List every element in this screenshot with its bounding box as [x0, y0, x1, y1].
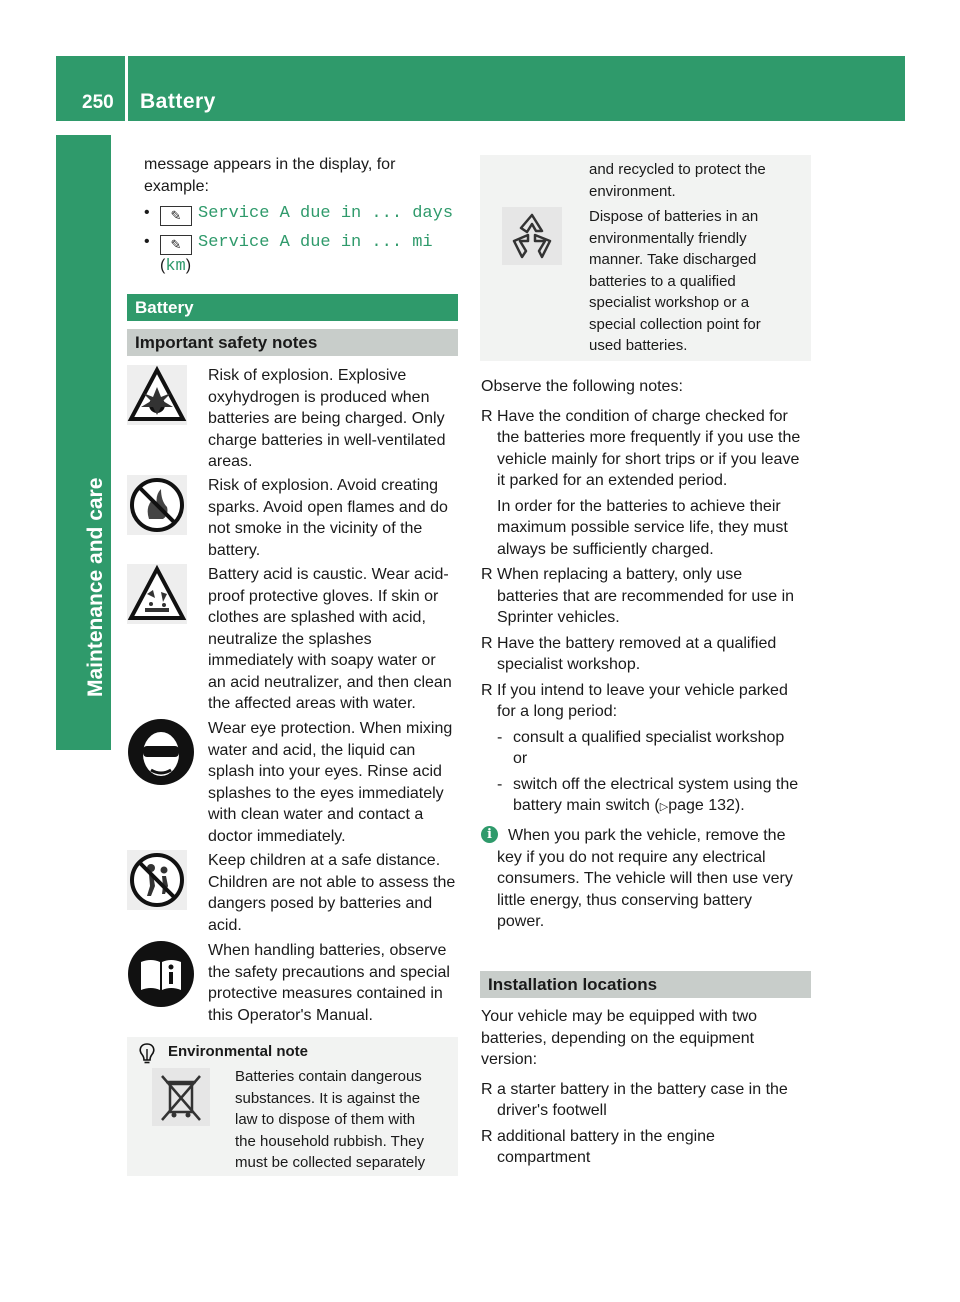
- safety-text: [208, 475, 460, 561]
- text-line: Battery acid is caustic. Wear acid-: [208, 566, 449, 583]
- text-line: When handling batteries, observe: [208, 942, 447, 959]
- text-line: Your vehicle may be equipped with two: [481, 1008, 758, 1025]
- text-line: Batteries contain dangerous: [235, 1068, 422, 1085]
- intro-line: message appears in the display, for: [144, 156, 396, 173]
- text-line: consumers. The vehicle will then use very: [497, 870, 793, 887]
- sub-list-item: [481, 774, 813, 819]
- sub-list-item: [481, 727, 813, 770]
- text-line: When replacing a battery, only use: [497, 566, 743, 583]
- environmental-note-title: Environmental note: [168, 1043, 309, 1060]
- text-line: neutralize the splashes: [208, 630, 372, 648]
- text-line: batteries that are recommended for use in: [497, 587, 795, 605]
- text-line: splashes to the eyes immediately: [208, 784, 444, 802]
- text-line: Dispose of batteries in an: [589, 208, 759, 225]
- text-line: doctor immediately.: [208, 827, 346, 845]
- bullet: R: [481, 1080, 493, 1098]
- unit-paren: (: [160, 257, 166, 274]
- text-line: If you intend to leave your vehicle parked: [497, 681, 788, 699]
- intro-text: [144, 154, 458, 278]
- text-line: driver's footwell: [497, 1102, 607, 1119]
- text-line: the household rubbish. They: [235, 1132, 425, 1150]
- text-line: with clean water and contact a: [208, 806, 424, 823]
- text-line: or: [513, 750, 528, 767]
- notes-list: [481, 376, 813, 819]
- text-line: version:: [481, 1051, 538, 1068]
- text-line: acid.: [208, 916, 242, 934]
- text-line: environmentally friendly: [589, 229, 747, 247]
- display-message-item: [144, 202, 458, 226]
- safety-text: [208, 365, 460, 473]
- explosion-warning-icon: [127, 365, 187, 425]
- list-item: [481, 680, 813, 723]
- text-line: vehicle mainly for short trips or if you leave: [497, 450, 800, 468]
- display-message-item: [144, 231, 458, 278]
- subsection-heading: Important safety notes: [127, 329, 458, 356]
- bullet: R: [481, 634, 493, 652]
- recycle-icon: [502, 207, 562, 265]
- safety-text: [208, 850, 460, 936]
- text-line: the batteries more frequently if you use the: [497, 429, 801, 446]
- unit-alt: km: [165, 257, 186, 276]
- text-line: Risk of explosion. Explosive: [208, 367, 407, 384]
- list-item: [481, 1126, 813, 1169]
- text-line: little energy, thus conserving battery: [497, 891, 752, 909]
- text-line: batteries to a qualified: [589, 272, 736, 290]
- page-reference-link[interactable]: page 132).: [668, 797, 745, 814]
- text-line: charge batteries in well-ventilated: [208, 431, 446, 449]
- text-fragment: battery main switch (: [513, 797, 660, 814]
- text-line: When you park the vehicle, remove the: [508, 827, 786, 844]
- side-tab-label: Maintenance and care: [84, 477, 107, 697]
- dash: -: [497, 728, 503, 746]
- display-message: Service A due in ... days: [198, 204, 454, 223]
- text-line: special collection point for: [589, 315, 761, 333]
- info-icon: i: [481, 826, 498, 843]
- wrench-icon: ✎: [160, 206, 192, 226]
- text-line: an acid neutralizer, and then clean: [208, 673, 452, 691]
- text-line: In order for the batteries to achieve their: [497, 497, 781, 515]
- text-line: the affected areas with water.: [208, 695, 416, 712]
- running-title: Battery: [140, 90, 216, 113]
- text-line: switch off the electrical system using the: [513, 775, 799, 793]
- text-line: splash into your eyes. Rinse acid: [208, 763, 442, 780]
- list-item: [481, 633, 813, 676]
- bullet: R: [481, 566, 493, 583]
- keep-children-away-icon: [127, 850, 187, 910]
- text-line: water and acid, the liquid can: [208, 741, 416, 759]
- text-line: specialist workshop.: [497, 656, 641, 673]
- list-item: [481, 564, 813, 629]
- installation-text: [481, 1006, 813, 1169]
- bullet: R: [481, 681, 493, 699]
- text-line: specialist workshop or a: [589, 294, 750, 311]
- page-reference-arrow-icon: ▷: [659, 801, 669, 813]
- text-line: Have the condition of charge checked for: [497, 407, 788, 425]
- text-line: not smoke in the vicinity of the: [208, 520, 423, 537]
- intro-line: example:: [144, 177, 209, 195]
- text-line: key if you do not require any electrical: [497, 848, 766, 866]
- text-line: maximum possible service life, they must: [497, 519, 788, 536]
- text-line: additional battery in the engine: [497, 1127, 715, 1145]
- bullet: R: [481, 1127, 493, 1145]
- bullet: •: [144, 204, 150, 221]
- no-flames-icon: [127, 475, 187, 535]
- installation-heading: Installation locations: [480, 971, 811, 998]
- text-line: a starter battery in the battery case in the: [497, 1080, 788, 1098]
- text-line: and recycled to protect the: [589, 161, 766, 178]
- text-line: Risk of explosion. Avoid creating: [208, 477, 439, 494]
- wrench-icon: ✎: [160, 235, 192, 255]
- eye-protection-icon: [127, 718, 195, 786]
- environment-bulb-icon: [137, 1043, 157, 1065]
- manual-icon: [127, 940, 195, 1008]
- text-line: clothes are splashed with acid,: [208, 609, 426, 626]
- text-line: consult a qualified specialist workshop: [513, 728, 785, 746]
- section-heading: Battery: [127, 294, 458, 321]
- environmental-note-text: [235, 1066, 455, 1174]
- text-line: always be sufficiently charged.: [497, 540, 714, 558]
- text-line: power.: [497, 913, 545, 930]
- text-line: protective measures contained in: [208, 985, 443, 1002]
- text-line: immediately with soapy water or: [208, 652, 436, 669]
- text-line: [513, 795, 813, 819]
- safety-text: [208, 564, 460, 715]
- text-line: oxyhydrogen is produced when: [208, 388, 430, 406]
- text-line: batteries, depending on the equipment: [481, 1029, 755, 1047]
- text-line: used batteries.: [589, 337, 688, 354]
- corrosive-warning-icon: [127, 564, 187, 624]
- text-line: Wear eye protection. When mixing: [208, 720, 453, 737]
- text-line: compartment: [497, 1149, 591, 1166]
- text-line: manner. Take discharged: [589, 251, 757, 268]
- text-line: must be collected separately: [235, 1154, 426, 1171]
- text-line: this Operator's Manual.: [208, 1006, 373, 1024]
- text-line: environment.: [589, 182, 676, 200]
- unit-paren: ): [185, 257, 192, 274]
- recycling-note-text: [589, 159, 804, 357]
- text-line: areas.: [208, 453, 253, 470]
- display-message: Service A due in ... mi: [198, 233, 433, 252]
- text-line: Sprinter vehicles.: [497, 609, 620, 626]
- bullet: R: [481, 407, 493, 425]
- bullet: •: [144, 233, 150, 250]
- text-line: Keep children at a safe distance.: [208, 852, 441, 869]
- text-line: Children are not able to assess the: [208, 873, 456, 891]
- notes-intro: Observe the following notes:: [481, 378, 683, 395]
- info-text: [497, 825, 813, 933]
- text-line: battery.: [208, 541, 261, 559]
- header-divider: [125, 56, 128, 121]
- safety-text: [208, 940, 460, 1026]
- text-line: for a long period:: [497, 703, 618, 720]
- text-line: Have the battery removed at a qualified: [497, 634, 777, 652]
- text-line: batteries are being charged. Only: [208, 410, 445, 427]
- safety-text: [208, 718, 460, 847]
- text-line: substances. It is against the: [235, 1089, 421, 1107]
- text-line: law to dispose of them with: [235, 1111, 416, 1128]
- text-line: it parked for an extended period.: [497, 472, 728, 489]
- page-number: 250: [82, 92, 114, 113]
- text-line: sparks. Avoid open flames and do: [208, 498, 448, 516]
- text-line: proof protective gloves. If skin or: [208, 587, 439, 605]
- list-item: [481, 1079, 813, 1122]
- crossed-bin-icon: [152, 1068, 210, 1126]
- text-line: the safety precautions and special: [208, 963, 450, 981]
- text-line: dangers posed by batteries and: [208, 895, 433, 912]
- list-item: [481, 406, 813, 561]
- dash: -: [497, 775, 503, 793]
